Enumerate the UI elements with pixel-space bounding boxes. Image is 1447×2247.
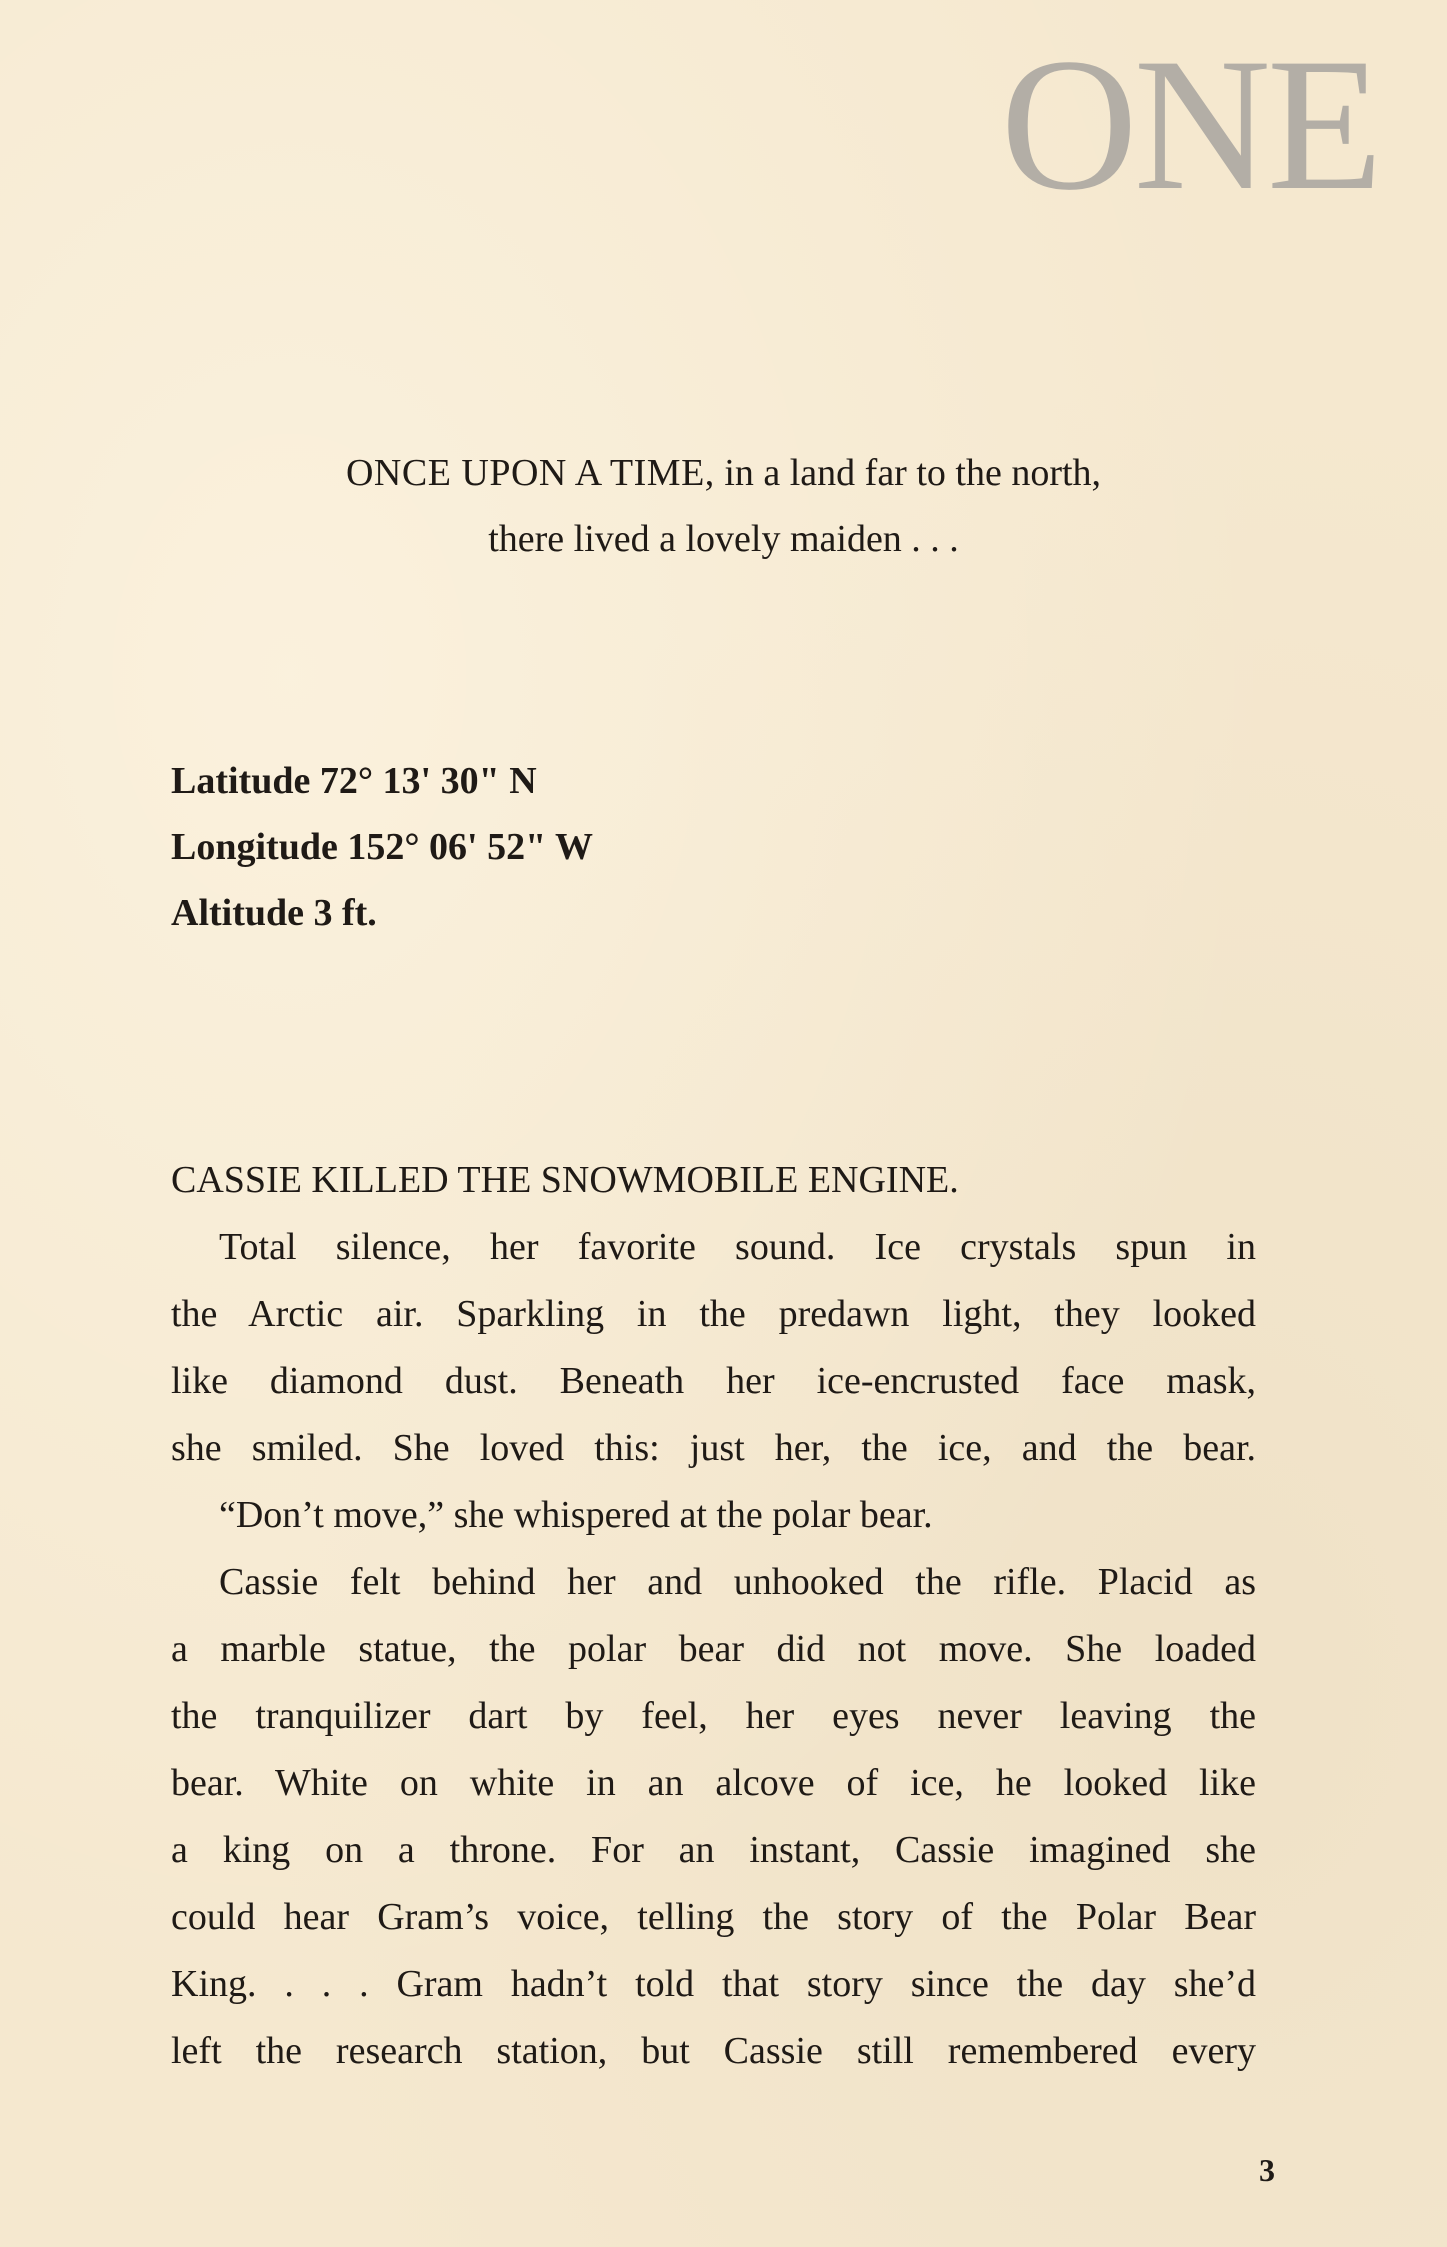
paragraph-1-line-2: the Arctic air. Sparkling in the predawn light, they looked <box>171 1293 1256 1335</box>
paragraph-3-line-3: the tranquilizer dart by feel, her eyes never leaving the <box>171 1695 1256 1737</box>
paragraph-1-line-1: Total silence, her favorite sound. Ice crystals spun in <box>219 1226 1256 1268</box>
epigraph-smallcaps: ONCE UPON A TIME, <box>345 452 715 494</box>
altitude-line: Altitude 3 ft. <box>171 892 377 934</box>
epigraph-line-2: there lived a lovely maiden . . . <box>488 518 959 560</box>
paragraph-1-line-4: she smiled. She loved this: just her, the ice, and the bear. <box>171 1427 1256 1469</box>
paragraph-3-line-8: left the research station, but Cassie still remembered every <box>171 2030 1256 2072</box>
chapter-title: ONE <box>1000 20 1379 230</box>
paragraph-3-line-6: could hear Gram’s voice, telling the story of the Polar Bear <box>171 1896 1256 1938</box>
paragraph-3-line-5: a king on a throne. For an instant, Cassie imagined she <box>171 1829 1256 1871</box>
longitude-line: Longitude 152° 06' 52" W <box>171 826 593 868</box>
paragraph-3-line-2: a marble statue, the polar bear did not move. She loaded <box>171 1628 1256 1670</box>
epigraph-line-1 <box>0 440 1447 506</box>
paragraph-3-line-7: King. . . . Gram hadn’t told that story since the day she’d <box>171 1963 1256 2005</box>
latitude-line: Latitude 72° 13' 30" N <box>171 760 537 802</box>
paragraph-3-line-1: Cassie felt behind her and unhooked the rifle. Placid as <box>219 1561 1256 1603</box>
paragraph-3-line-4: bear. White on white in an alcove of ice, he looked like <box>171 1762 1256 1804</box>
paragraph-2: “Don’t move,” she whispered at the polar bear. <box>219 1494 933 1536</box>
paragraph-1-line-3: like diamond dust. Beneath her ice-encrusted face mask, <box>171 1360 1256 1402</box>
body-text <box>171 1147 1256 2085</box>
page-number: 3 <box>1259 2152 1275 2188</box>
epigraph <box>0 440 1447 572</box>
epigraph-line-1-rest: in a land far to the north, <box>714 452 1102 494</box>
opening-line: CASSIE KILLED THE SNOWMOBILE ENGINE. <box>171 1159 959 1201</box>
coordinates-block <box>171 748 593 946</box>
